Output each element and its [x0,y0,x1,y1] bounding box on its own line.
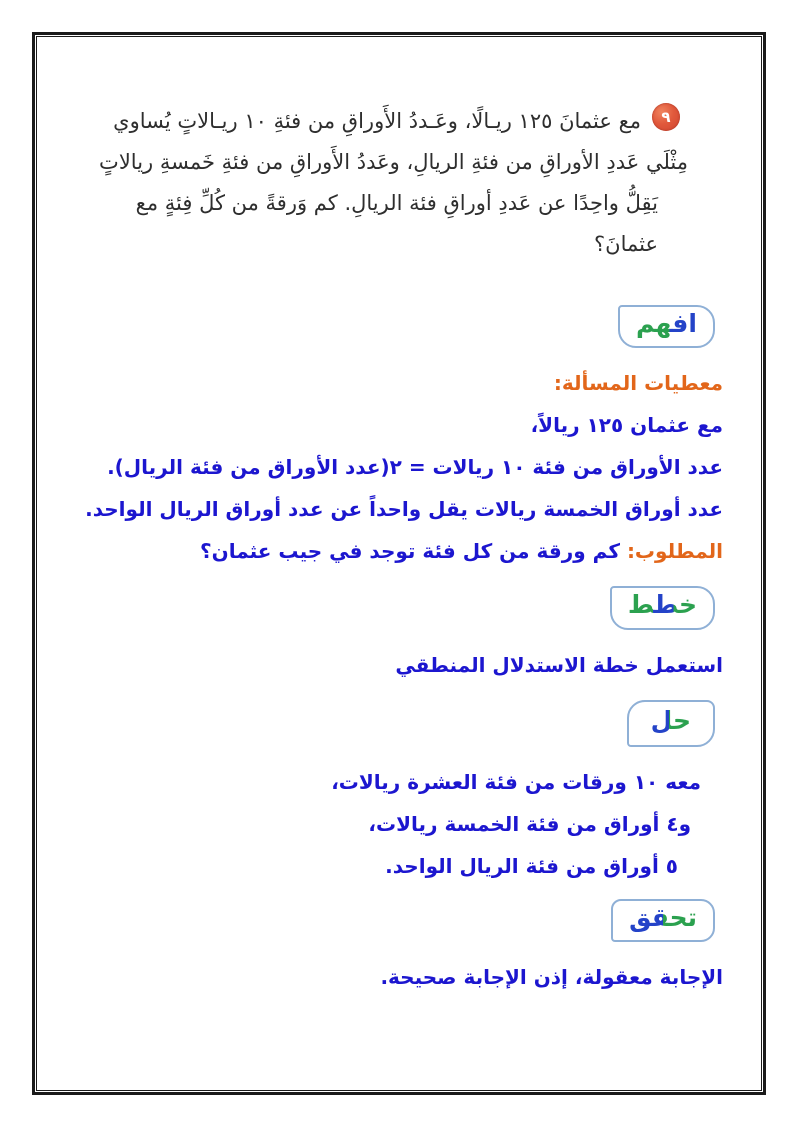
problem-line: يَقِلُّ واحِدًا عن عَددِ أوراقِ فئة الريالِ. كم وَرقةً من كُلِّ فِئةٍ مع عثمانَ؟ [135,191,658,256]
section-badge-check [611,899,715,942]
section-badge-plan-label: خطط [627,590,697,620]
solve-line: ٥ أوراق من فئة الريال الواحد. [385,853,678,878]
section-badge-plan [610,586,715,629]
problem-number: ٩ [661,107,671,126]
solve-line: معه ١٠ ورقات من فئة العشرة ريالات، [331,769,701,794]
section-badge-understand-label: افهم [635,309,697,338]
plan-line: استعمل خطة الاستدلال المنطقي [395,652,723,677]
given-label: معطيات المسألة: [553,371,723,396]
problem-line: مع عثمانَ ١٢٥ ريـالًا، وعَـددُ الأَوراقِ من فئةِ ١٠ ريـالاتٍ يُساوي [113,109,641,133]
problem-line: مِثْلَي عَددِ الأوراقِ من فئةِ الريالِ، وعَددُ الأَوراقِ من فئةِ خَمسةِ ريالاتٍ [99,150,688,174]
given-line: عدد الأوراق من فئة ١٠ ريالات = ٢(عدد الأوراق من فئة الريال). [107,455,723,480]
page-border-frame [32,32,766,1095]
section-badge-solve-label: حل [650,705,691,735]
solve-line: و٤ أوراق من فئة الخمسة ريالات، [368,811,691,836]
required-label: المطلوب: [626,539,723,564]
check-line: الإجابة معقولة، إذن الإجابة صحيحة. [380,965,723,989]
section-badge-solve [627,700,715,747]
required-text: كم ورقة من كل فئة توجد في جيب عثمان؟ [200,539,620,564]
given-line: مع عثمان ١٢٥ ريالاً، [530,413,723,438]
page-content [35,35,763,1092]
given-line: عدد أوراق الخمسة ريالات يقل واحداً عن عدد أوراق الريال الواحد. [85,497,723,522]
section-badge-check-label: تحقق [629,902,697,932]
problem-statement [75,101,688,265]
required-line [75,530,723,572]
section-badge-understand [618,305,715,348]
problem-number-badge [652,103,680,131]
